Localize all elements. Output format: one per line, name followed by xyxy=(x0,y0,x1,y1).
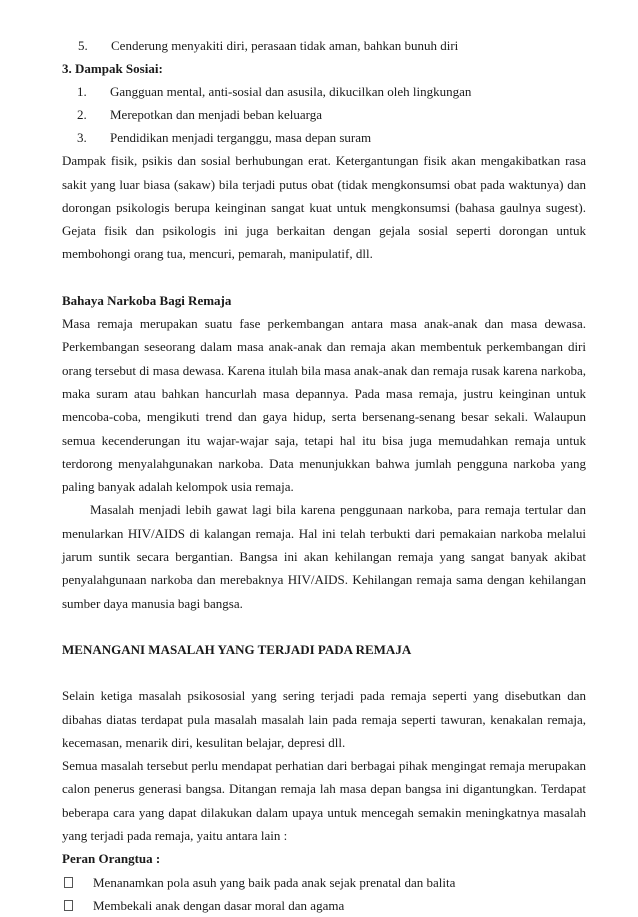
bahaya-paragraph-1: Masa remaja merupakan suatu fase perkembangan antara masa anak-anak dan masa dewasa. Perkembangan seseorang dalam masa anak-anak dan remaja akan membentuk perkembangan diri orang tersebut di masa dewasa. Karena itulah bila masa anak-anak dan remaja rusak karena narkoba, maka suram atau bahkan hancurlah masa depannya. Pada masa remaja, justru keinginan untuk mencoba-coba, mengikuti trend dan gaya hidup, serta bersenang-senang besar sekali. Walaupun semua kecenderungan itu wajar-wajar saja, tetapi hal itu bisa juga memudahkan remaja untuk terdorong menyalahgunakan narkoba. Data menunjukkan bahwa jumlah pengguna narkoba yang paling banyak adalah kelompok usia remaja. xyxy=(62,316,586,495)
menangani-paragraph-1: Selain ketiga masalah psikososial yang sering terjadi pada remaja seperti yang disebutkan dan dibahas diatas terdapat pula masalah masalah lain pada remaja seperti tawuran, kenakalan remaja, kecemasan, menarik diri, kesulitan belajar, depresi dll. xyxy=(62,688,586,750)
dampak-paragraph: Dampak fisik, psikis dan sosial berhubungan erat. Ketergantungan fisik akan mengakibatkan rasa sakit yang luar biasa (sakaw) bila terjadi putus obat (tidak mengkonsumsi obat pada waktunya) dan dorongan psikologis berupa keinginan sangat kuat untuk mengkonsumsi (bahasa gaulnya sugest). Gejata fisik dan psikologis ini juga berkaitan dengan gejala sosial seperti dorongan untuk membohongi orang tua, mencuri, pemarah, manipulatif, dll. xyxy=(62,153,586,262)
list-text: Membekali anak dengan dasar moral dan agama xyxy=(93,897,345,913)
list-item xyxy=(62,126,586,149)
list-text: Cenderung menyakiti diri, perasaan tidak aman, bahkan bunuh diri xyxy=(111,38,459,53)
list-text: Merepotkan dan menjadi beban keluarga xyxy=(110,107,323,123)
section-heading-peran-orangtua: Peran Orangtua : xyxy=(62,851,161,867)
section-heading-menangani: MENANGANI MASALAH YANG TERJADI PADA REMAJA xyxy=(62,641,412,657)
bahaya-paragraph-2: Masalah menjadi lebih gawat lagi bila karena penggunaan narkoba, para remaja tertular dan menularkan HIV/AIDS di kalangan remaja. Hal ini telah terbukti dari pemakaian narkoba melalui jarum suntik secara bergantian. Bangsa ini akan kehilangan remaja yang sangat banyak akibat penyalahgunaan narkoba dan merebaknya HIV/AIDS. Kehilangan remaja sama dengan kehilangan sumber daya manusia bagi bangsa. xyxy=(62,502,586,611)
list-number: 2. xyxy=(77,107,87,123)
list-number: 5. xyxy=(78,38,88,53)
bullet-box-icon xyxy=(64,900,73,911)
dampak-sosial-list xyxy=(62,80,586,149)
list-item xyxy=(62,894,586,917)
list-number: 3. xyxy=(77,130,87,146)
list-item xyxy=(62,103,586,126)
list-number: 1. xyxy=(77,84,87,100)
list-text: Pendidikan menjadi terganggu, masa depan suram xyxy=(110,130,372,146)
list-text: Menanamkan pola asuh yang baik pada anak sejak prenatal dan balita xyxy=(93,874,456,890)
section-heading-bahaya: Bahaya Narkoba Bagi Remaja xyxy=(62,292,232,308)
list-item xyxy=(62,80,586,103)
menangani-paragraph-2: Semua masalah tersebut perlu mendapat perhatian dari berbagai pihak mengingat remaja merupakan calon penerus generasi bangsa. Ditangan remaja lah masa depan bangsa ini digantungkan. Terdapat beberapa cara yang dapat dilakukan dalam upaya untuk mencegah semakin meningkatnya masalah yang terjadi pada remaja, yaitu antara lain : xyxy=(62,758,586,844)
list-item xyxy=(62,871,586,894)
list-item xyxy=(62,34,586,57)
list-text: Gangguan mental, anti-sosial dan asusila, dikucilkan oleh lingkungan xyxy=(110,84,472,100)
list-item-continuation xyxy=(62,34,586,57)
peran-orangtua-list xyxy=(62,871,586,917)
section-heading-dampak-sosial: 3. Dampak Sosiai: xyxy=(62,61,163,76)
bullet-box-icon xyxy=(64,877,73,888)
